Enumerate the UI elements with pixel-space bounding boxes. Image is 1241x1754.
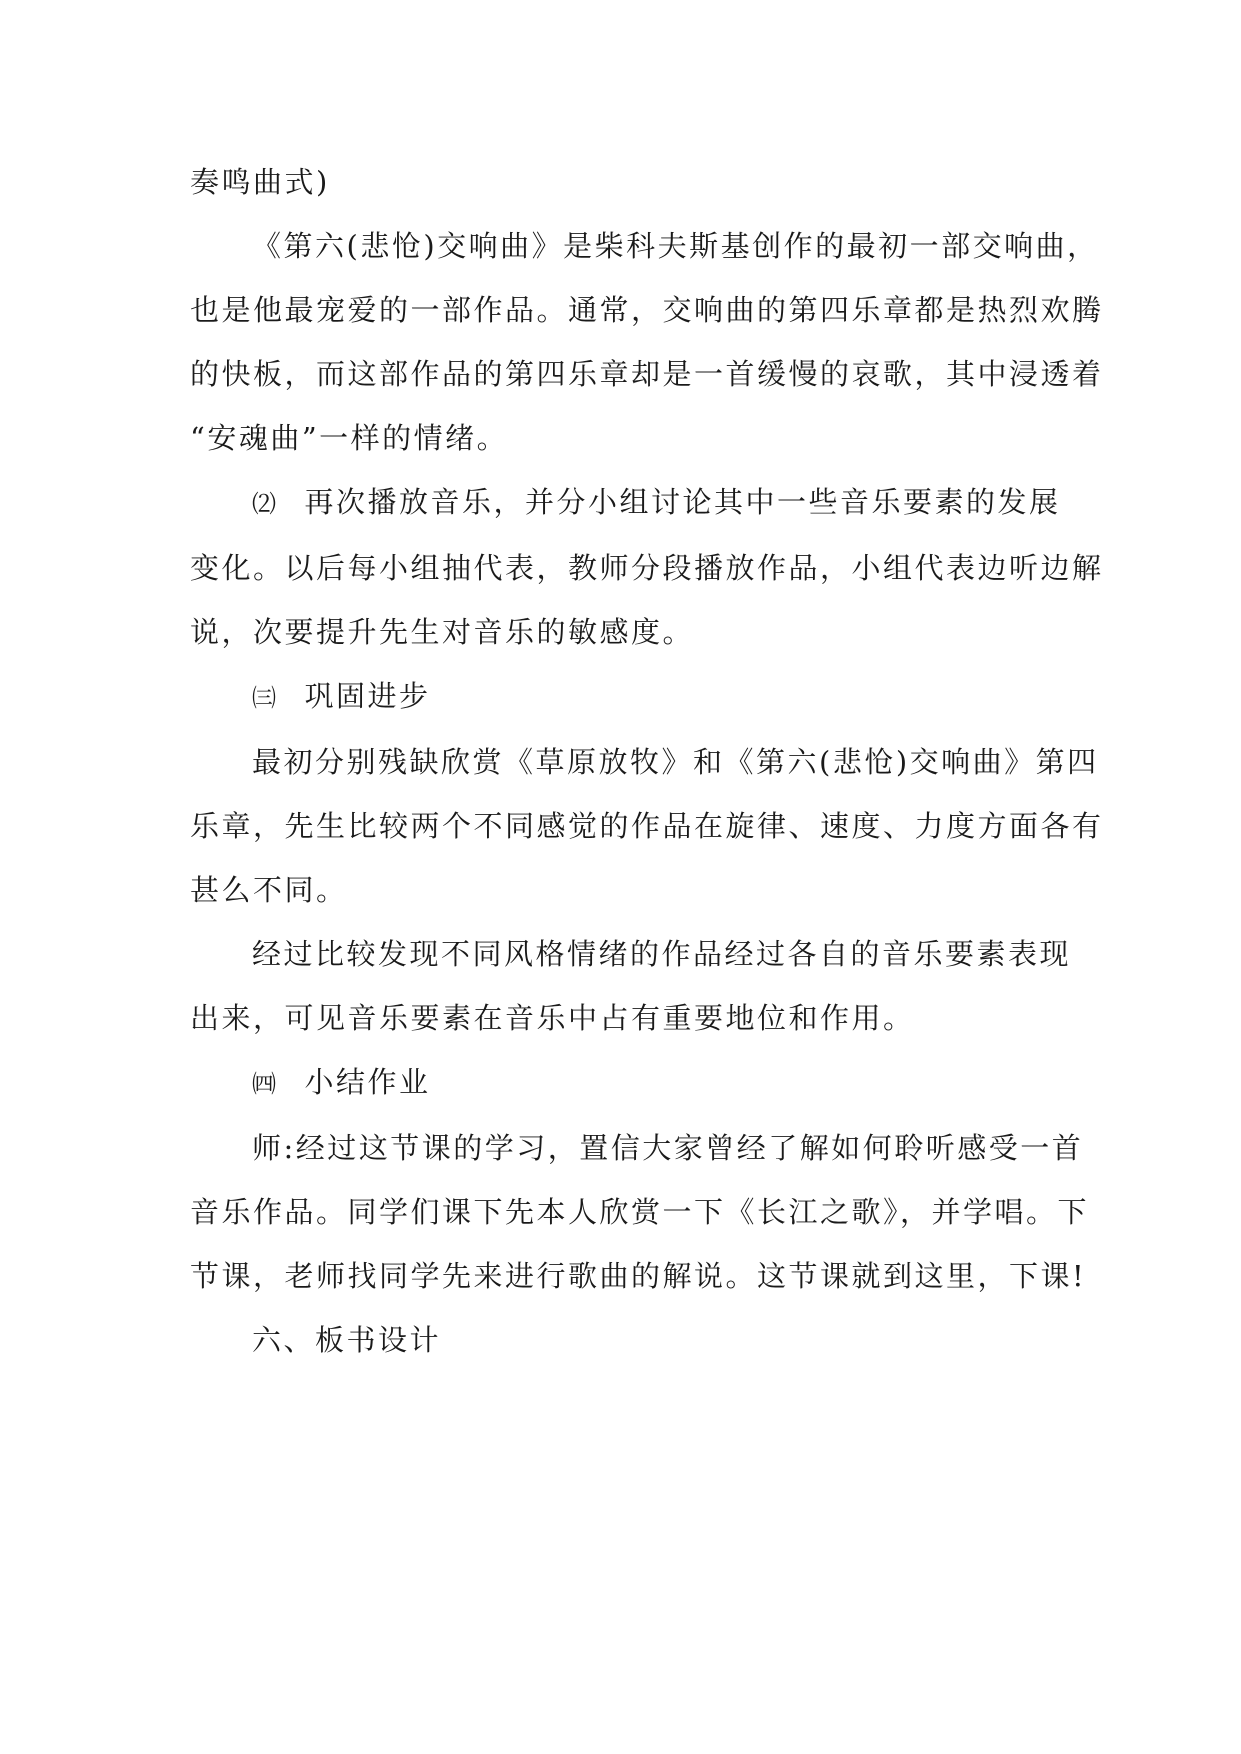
text-line: 最初分别残缺欣赏《草原放牧》和《第六(悲怆)交响曲》第四	[252, 745, 1099, 779]
text-line	[190, 470, 1060, 536]
text-line: 出来，可见音乐要素在音乐中占有重要地位和作用。	[190, 1001, 915, 1035]
text-line: 《第六(悲怆)交响曲》是柴科夫斯基创作的最初一部交响曲，	[252, 229, 1099, 263]
section-heading-board-design	[190, 1308, 1060, 1372]
paragraph-continuation	[190, 150, 1060, 214]
paragraph-symphony-intro	[190, 214, 1104, 470]
text-line: 甚么不同。	[190, 873, 348, 907]
text-line: 经过比较发现不同风格情绪的作品经过各自的音乐要素表现	[252, 937, 1072, 971]
list-number: ⑵	[252, 490, 279, 518]
paragraph-comparison	[190, 730, 1104, 922]
section-heading-summary	[190, 1050, 1060, 1116]
section-number: ㈣	[252, 1070, 279, 1098]
text-line: “安魂曲”一样的情绪。	[190, 421, 509, 455]
paragraph-homework	[190, 1116, 1090, 1308]
text-line: 乐章，先生比较两个不同感觉的作品在旋律、速度、力度方面各有	[190, 809, 1104, 843]
text-line: 也是他最宠爱的一部作品。通常，交响曲的第四乐章都是热烈欢腾	[190, 293, 1104, 327]
text-line: 奏鸣曲式)	[190, 165, 330, 199]
paragraph-conclusion	[190, 922, 1072, 1050]
paragraph-step-2	[190, 470, 1104, 664]
text-line: 音乐作品。同学们课下先本人欣赏一下《长江之歌》，并学唱。下	[190, 1195, 1090, 1229]
section-heading-consolidate	[190, 664, 1060, 730]
text-line: 说，次要提升先生对音乐的敏感度。	[190, 615, 695, 649]
text-span: 再次播放音乐，并分小组讨论其中一些音乐要素的发展	[304, 485, 1061, 519]
section-title: 巩固进步	[304, 679, 431, 713]
document-page	[190, 150, 1104, 1372]
text-line: 师:经过这节课的学习，置信大家曾经了解如何聆听感受一首	[252, 1131, 1084, 1165]
text-line: 的快板，而这部作品的第四乐章却是一首缓慢的哀歌，其中浸透着	[190, 357, 1104, 391]
text-line: 变化。以后每小组抽代表，教师分段播放作品，小组代表边听边解	[190, 551, 1104, 585]
section-number: ㈢	[252, 684, 279, 712]
section-title: 小结作业	[304, 1065, 431, 1099]
text-line: 节课，老师找同学先来进行歌曲的解说。这节课就到这里，下课!	[190, 1259, 1087, 1293]
section-title: 六、板书设计	[252, 1323, 442, 1357]
